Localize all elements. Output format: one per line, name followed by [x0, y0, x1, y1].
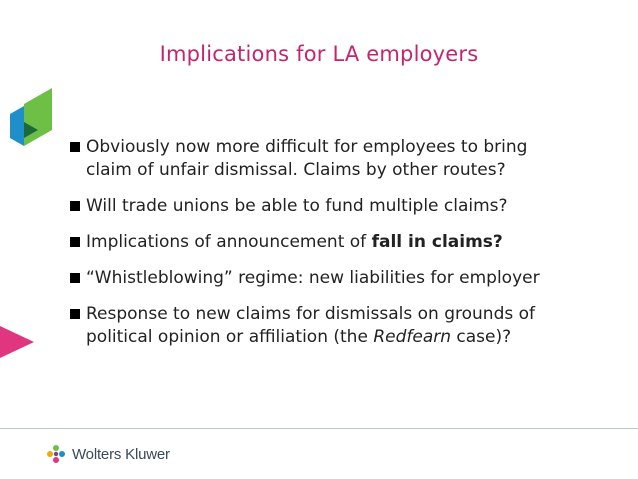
geometric-shapes-icon [0, 86, 60, 166]
bullet-line: claim of unfair dismissal. Claims by other routes? [86, 160, 506, 180]
footer-brand: Wolters Kluwer [72, 445, 170, 463]
bullet-text: “Whistleblowing” regime: new liabilities for employer [86, 268, 540, 288]
bullet-item [70, 231, 630, 254]
bullet-item [70, 195, 630, 218]
bullet-item [70, 267, 630, 290]
footer [46, 444, 170, 464]
footer-divider [0, 428, 638, 429]
square-bullet-icon [70, 309, 80, 319]
square-bullet-icon [70, 201, 80, 211]
square-bullet-icon [70, 142, 80, 152]
arrow-shape-icon [0, 322, 40, 362]
wolters-kluwer-logo-icon [46, 444, 66, 464]
bullet-line: case)? [451, 327, 512, 347]
bullet-text: Will trade unions be able to fund multiple claims? [86, 196, 508, 216]
bullet-item [70, 136, 630, 182]
bullet-line: political opinion or affiliation (the [86, 327, 374, 347]
bullet-line: Obviously now more difficult for employees to bring [86, 137, 528, 157]
bullet-italic-text: Redfearn [373, 327, 452, 347]
bullet-text: Implications of announcement of [86, 232, 372, 252]
square-bullet-icon [70, 237, 80, 247]
bullet-list [70, 136, 630, 362]
bullet-bold-text: fall in claims? [371, 232, 503, 252]
slide-title: Implications for LA employers [159, 42, 479, 66]
square-bullet-icon [70, 273, 80, 283]
bullet-line: Response to new claims for dismissals on grounds of [86, 304, 536, 324]
bullet-item [70, 303, 630, 349]
